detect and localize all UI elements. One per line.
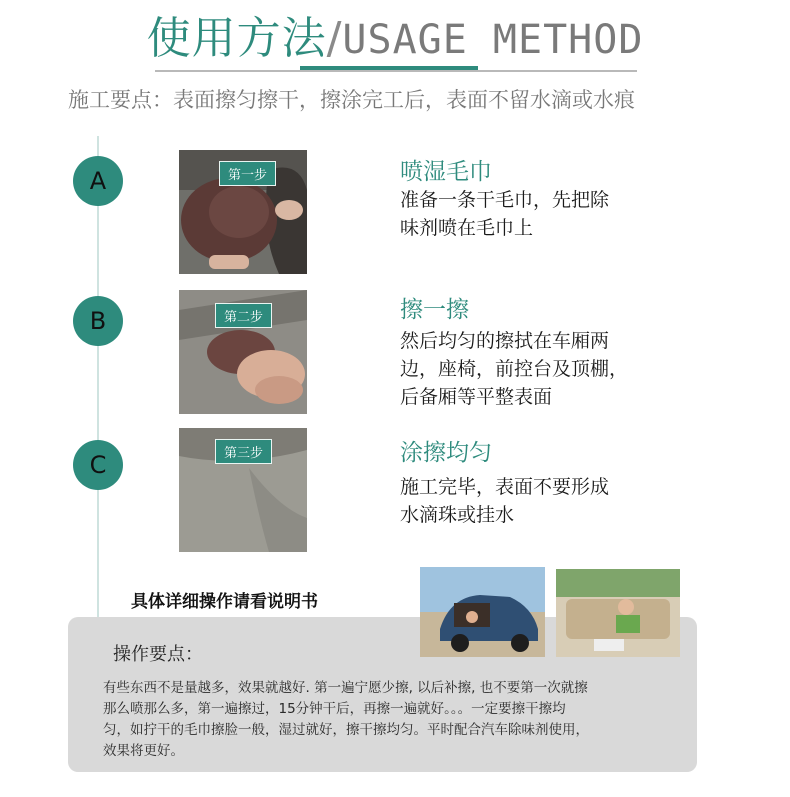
tips-line: 那么喷那么多，第一遍擦过，15分钟干后，再擦一遍就好。。。一定要擦干擦均 xyxy=(103,701,566,717)
step-a-circle: A xyxy=(73,156,123,206)
tips-line: 有些东西不是量越多，效果就越好. 第一遍宁愿少擦, 以后补擦, 也不要第一次就擦 xyxy=(103,680,588,696)
timeline-line xyxy=(97,136,99,636)
step-c-description: 施工完毕，表面不要形成 水滴珠或挂水 xyxy=(400,476,610,526)
step-c-title: 涂擦均匀 xyxy=(400,440,492,466)
step-a-badge: 第一步 xyxy=(219,161,276,186)
car-outdoor-illustration xyxy=(420,567,545,657)
title-underline-accent xyxy=(300,66,478,70)
tips-panel-body xyxy=(103,678,688,762)
title-en: USAGE METHOD xyxy=(342,17,644,63)
title-underline xyxy=(155,70,637,72)
step-a-description: 准备一条干毛巾，先把除 味剂喷在毛巾上 xyxy=(400,189,610,239)
car-trunk-photo xyxy=(420,567,545,657)
step-b-badge: 第二步 xyxy=(215,303,272,328)
title-cn: 使用方法 xyxy=(146,13,327,64)
step-c-photo xyxy=(179,428,307,552)
step-a-title: 喷湿毛巾 xyxy=(400,159,492,185)
page-subtitle: 施工要点：表面擦匀擦干，擦涂完工后，表面不留水滴或水痕 xyxy=(68,88,635,112)
car-interior-illustration xyxy=(556,569,680,657)
step-c-circle: C xyxy=(73,440,123,490)
step-c-badge: 第三步 xyxy=(215,439,272,464)
manual-note: 具体详细操作请看说明书 xyxy=(131,592,318,612)
tips-panel-title: 操作要点： xyxy=(113,644,203,665)
car-interior-photo xyxy=(556,569,680,657)
step-b-circle: B xyxy=(73,296,123,346)
page-title xyxy=(0,2,790,66)
step-a-photo xyxy=(179,150,307,274)
step-b-title: 擦一擦 xyxy=(400,297,469,323)
step-b-description: 然后均匀的擦拭在车厢两 边，座椅，前控台及顶棚， 后备厢等平整表面 xyxy=(400,330,629,408)
tips-line: 效果将更好。 xyxy=(103,743,184,759)
tips-line: 匀，如拧干的毛巾擦脸一般，湿过就好，擦干擦均匀。平时配合汽车除味剂使用， xyxy=(103,722,589,738)
step-b-photo xyxy=(179,290,307,414)
title-separator: / xyxy=(326,13,343,64)
